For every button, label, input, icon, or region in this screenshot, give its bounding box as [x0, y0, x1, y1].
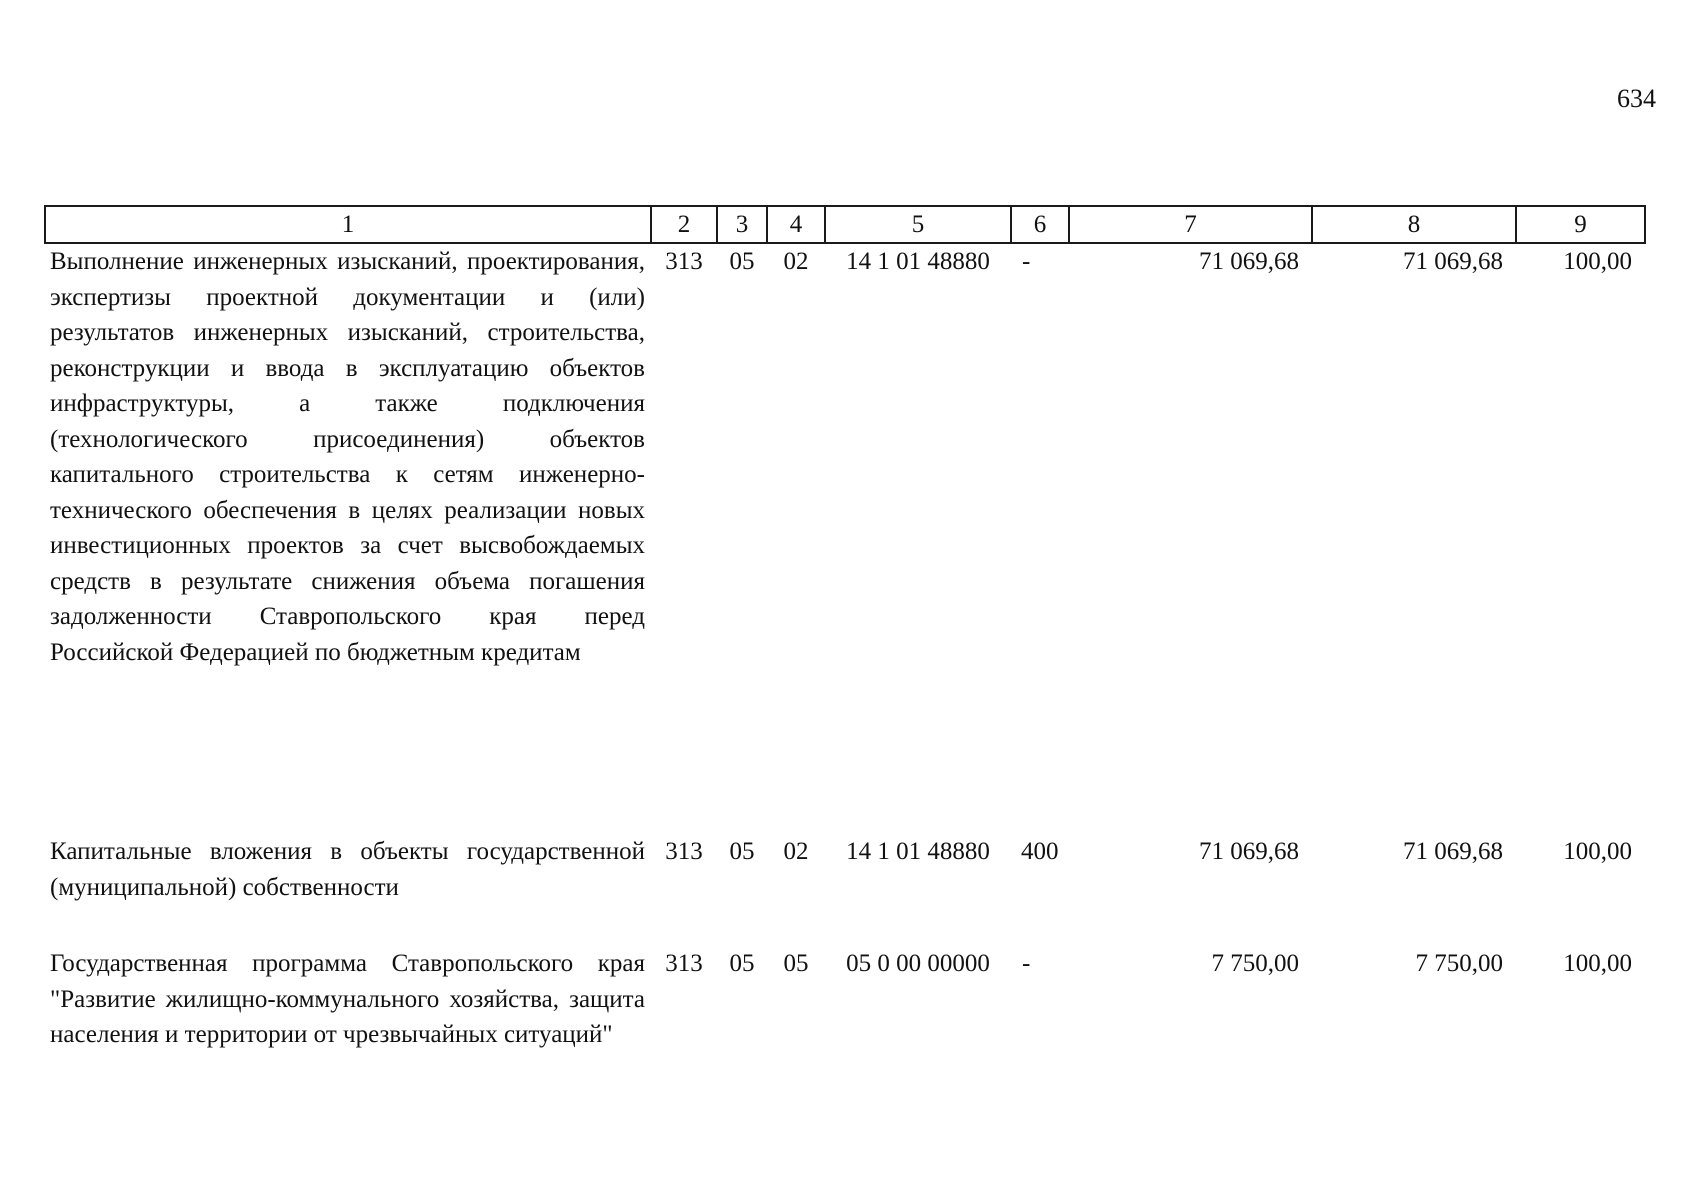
column-header-1: 1	[45, 206, 651, 243]
column-header-6: 6	[1011, 206, 1069, 243]
column-header-2: 2	[651, 206, 717, 243]
column-header-9: 9	[1516, 206, 1645, 243]
section-code-cell: 05	[729, 838, 755, 865]
table-row	[45, 946, 1645, 1088]
column-header-4: 4	[767, 206, 825, 243]
expense-type-cell: 400	[1021, 838, 1059, 865]
target-article-cell: 05 0 00 00000	[846, 950, 990, 977]
table-row	[45, 834, 1645, 946]
ministry-code-cell: 313	[665, 248, 703, 275]
expense-type-cell: -	[1022, 248, 1031, 275]
section-code-cell: 05	[729, 248, 755, 275]
executed-amount-cell: 71 069,68	[1403, 838, 1503, 865]
subsection-code-cell: 05	[783, 950, 809, 977]
table-row	[45, 243, 1645, 834]
executed-amount-cell: 7 750,00	[1415, 950, 1503, 977]
subsection-code-cell: 02	[783, 248, 809, 275]
column-header-8: 8	[1312, 206, 1516, 243]
section-code-cell: 05	[729, 950, 755, 977]
target-article-cell: 14 1 01 48880	[846, 248, 990, 275]
row-name-cell: Капитальные вложения в объекты государственной (муниципальной) собственности	[50, 838, 645, 901]
column-header-5: 5	[825, 206, 1011, 243]
executed-amount-cell: 71 069,68	[1403, 248, 1503, 275]
row-name-cell: Выполнение инженерных изысканий, проектирования, экспертизы проектной документации и (или) результатов инженерных изысканий, строительства, реконструкции и ввода в эксплуатацию объектов инфраструктуры, а также подключения (технологического присоединения) объектов капитального строительства к сетям инженерно-технического обеспечения в целях реализации новых инвестиционных проектов за счет высвобождаемых средств в результате снижения объема погашения задолженности Ставропольского края перед Российской Федерацией по бюджетным кредитам	[50, 248, 645, 666]
table-header-row	[45, 206, 1645, 243]
page-number: 634	[1617, 84, 1656, 113]
execution-percent-cell: 100,00	[1563, 950, 1632, 977]
budget-table	[44, 205, 1646, 1088]
ministry-code-cell: 313	[665, 950, 703, 977]
column-header-7: 7	[1069, 206, 1312, 243]
expense-type-cell: -	[1022, 950, 1031, 977]
ministry-code-cell: 313	[665, 838, 703, 865]
column-header-3: 3	[717, 206, 767, 243]
execution-percent-cell: 100,00	[1563, 838, 1632, 865]
planned-amount-cell: 71 069,68	[1199, 248, 1299, 275]
planned-amount-cell: 71 069,68	[1199, 838, 1299, 865]
execution-percent-cell: 100,00	[1563, 248, 1632, 275]
subsection-code-cell: 02	[783, 838, 809, 865]
row-name-cell: Государственная программа Ставропольского края "Развитие жилищно-коммунального хозяйства, защита населения и территории от чрезвычайных ситуаций"	[50, 950, 645, 1048]
target-article-cell: 14 1 01 48880	[846, 838, 990, 865]
planned-amount-cell: 7 750,00	[1211, 950, 1299, 977]
